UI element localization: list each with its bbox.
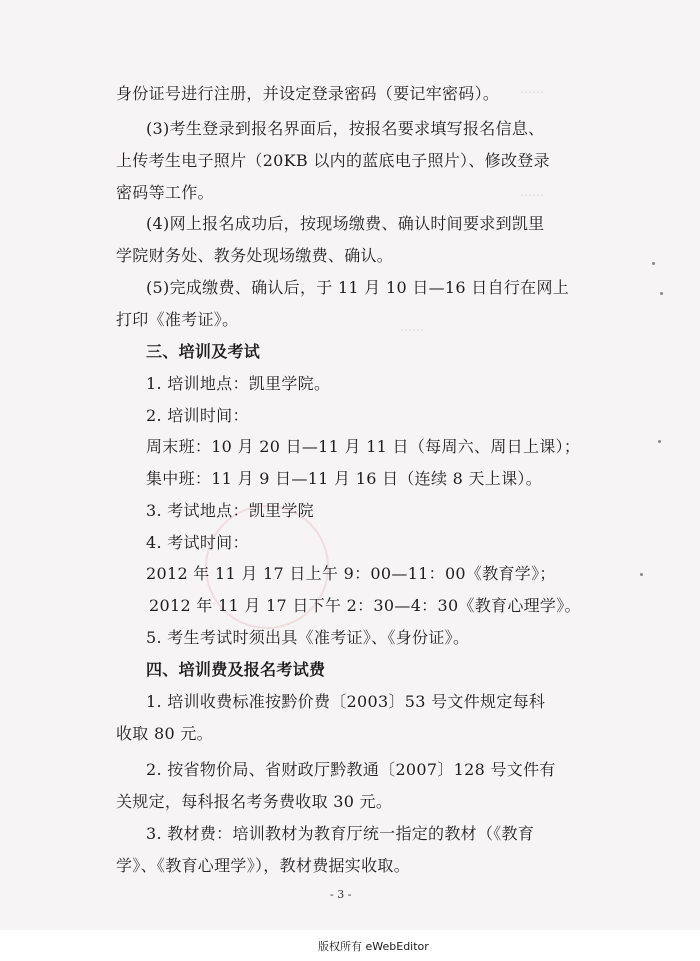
list-item: 周末班：10 月 20 日—11 月 11 日（每周六、周日上课）；: [146, 437, 581, 456]
list-item: 收取 80 元。: [116, 724, 213, 743]
bleed-through-text: ……: [520, 185, 544, 199]
list-item: 集中班：11 月 9 日—11 月 16 日（连续 8 天上课）。: [146, 469, 543, 488]
copyright-text: 版权所有 eWebEditor: [318, 940, 429, 953]
section-heading: 四、培训费及报名考试费: [146, 660, 326, 679]
text-line: (3)考生登录到报名界面后，按报名要求填写报名信息、: [146, 119, 545, 138]
list-item: 3. 教材费：培训教材为教育厅统一指定的教材（《教育: [146, 824, 535, 843]
section-heading: 三、培训及考试: [146, 342, 261, 361]
page-number: - 3 -: [330, 888, 352, 901]
text-line: (5)完成缴费、确认后，于 11 月 10 日—16 日自行在网上: [146, 278, 570, 297]
list-item: 关规定，每科报名考务费收取 30 元。: [116, 792, 393, 811]
list-item: 4. 考试时间：: [146, 533, 249, 552]
footer-bar: [0, 930, 700, 961]
text-line: 密码等工作。: [116, 183, 214, 202]
list-item: 1. 培训地点：凯里学院。: [146, 374, 331, 393]
text-line: 学院财务处、教务处现场缴费、确认。: [116, 246, 394, 265]
list-item: 1. 培训收费标准按黔价费〔2003〕53 号文件规定每科: [146, 692, 546, 711]
list-item: 2012 年 11 月 17 日下午 2：30—4：30《教育心理学》。: [149, 596, 581, 615]
text-line: 打印《准考证》。: [116, 310, 239, 329]
text-line: 上传考生电子照片（20KB 以内的蓝底电子照片）、修改登录: [116, 151, 550, 170]
list-item: 2012 年 11 月 17 日上午 9：00—11：00《教育学》；: [146, 564, 556, 583]
list-item: 2. 培训时间：: [146, 406, 249, 425]
text-line: (4)网上报名成功后，按现场缴费、确认时间要求到凯里: [146, 214, 545, 233]
bleed-through-text: ……: [400, 320, 424, 334]
bleed-through-text: ……: [520, 82, 544, 96]
list-item: 3. 考试地点：凯里学院: [146, 501, 314, 520]
list-item: 5. 考生考试时须出具《准考证》、《身份证》。: [146, 628, 470, 647]
list-item: 2. 按省物价局、省财政厅黔教通〔2007〕128 号文件有: [146, 760, 556, 779]
list-item: 学》、《教育心理学》），教材费据实收取。: [116, 856, 411, 875]
text-line: 身份证号进行注册，并设定登录密码（要记牢密码）。: [116, 84, 500, 103]
